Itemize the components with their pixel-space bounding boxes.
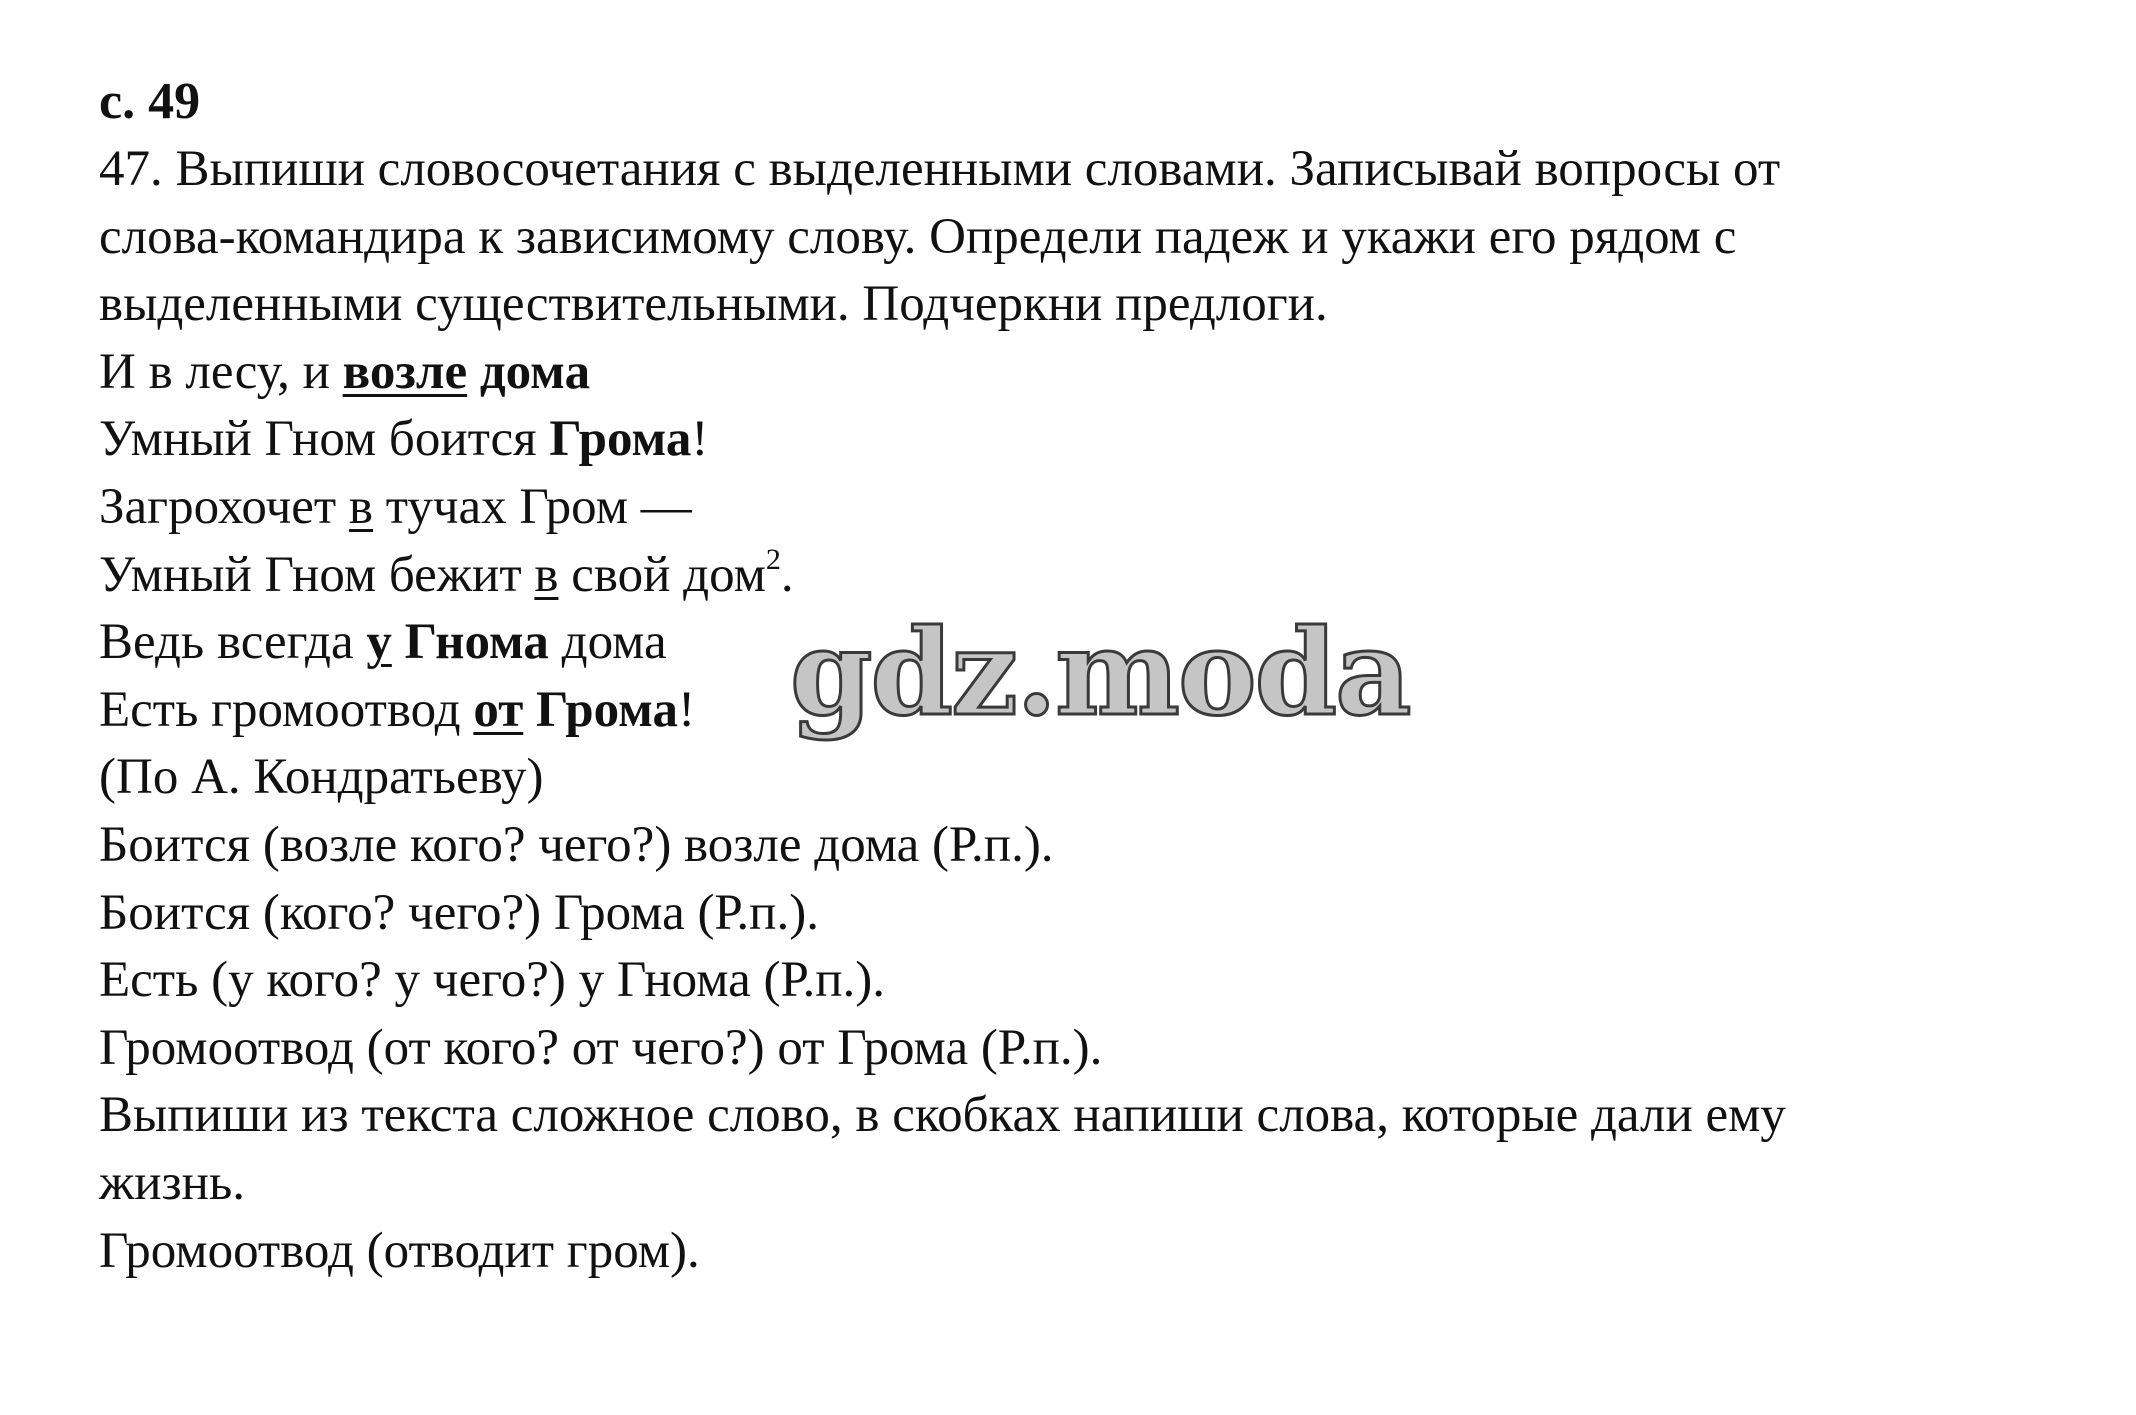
poem-line: Ведь всегда у Гнома дома: [99, 614, 667, 671]
poem-author: (По А. Кондратьеву): [99, 749, 544, 806]
highlighted-noun: Грома: [549, 411, 692, 468]
preposition: в: [348, 478, 373, 535]
highlighted-noun: Гнома: [391, 614, 549, 671]
answer-line: Боится (кого? чего?) Грома (Р.п.).: [99, 884, 819, 941]
poem-line: Умный Гном боится Грома!: [99, 411, 709, 468]
answer-line: Боится (возле кого? чего?) возле дома (Р.п.).: [99, 816, 1054, 873]
preposition: от: [473, 681, 524, 738]
highlighted-noun: Грома: [523, 681, 679, 738]
poem-line: Загрохочет в тучах Гром —: [99, 478, 692, 535]
task2-line: Выпиши из текста сложное слово, в скобках напиши слова, которые дали ему: [99, 1087, 1786, 1144]
page-content: [99, 72, 2089, 1285]
answer-line: Громоотвод (от кого? от чего?) от Грома (Р.п.).: [99, 1019, 1103, 1076]
watermark-logo: gdz.moda: [790, 603, 1410, 742]
poem-line: Умный Гном бежит в свой дом$^2$.: [99, 542, 794, 603]
answer-line: Есть (у кого? у чего?) у Гнома (Р.п.).: [99, 952, 886, 1009]
page-number: с. 49: [99, 73, 201, 130]
footnote-mark: 2: [765, 542, 781, 576]
task-line: выделенными существительными. Подчеркни предлоги.: [99, 276, 1328, 333]
poem-line: И в лесу, и возле дома: [99, 343, 591, 400]
preposition: у: [366, 614, 392, 671]
preposition: в: [534, 546, 559, 603]
task-line: слова-командира к зависимому слову. Определи падеж и укажи его рядом с: [99, 208, 1737, 265]
task2-line: жизнь.: [99, 1154, 245, 1211]
task2-answer: Громоотвод (отводит гром).: [99, 1222, 700, 1279]
poem-line: Есть громоотвод от Грома!: [99, 681, 696, 738]
highlighted-noun: дома: [467, 343, 591, 400]
task-line: 47. Выпиши словосочетания с выделенными словами. Записывай вопросы от: [99, 141, 1781, 197]
preposition: возле: [342, 343, 468, 400]
